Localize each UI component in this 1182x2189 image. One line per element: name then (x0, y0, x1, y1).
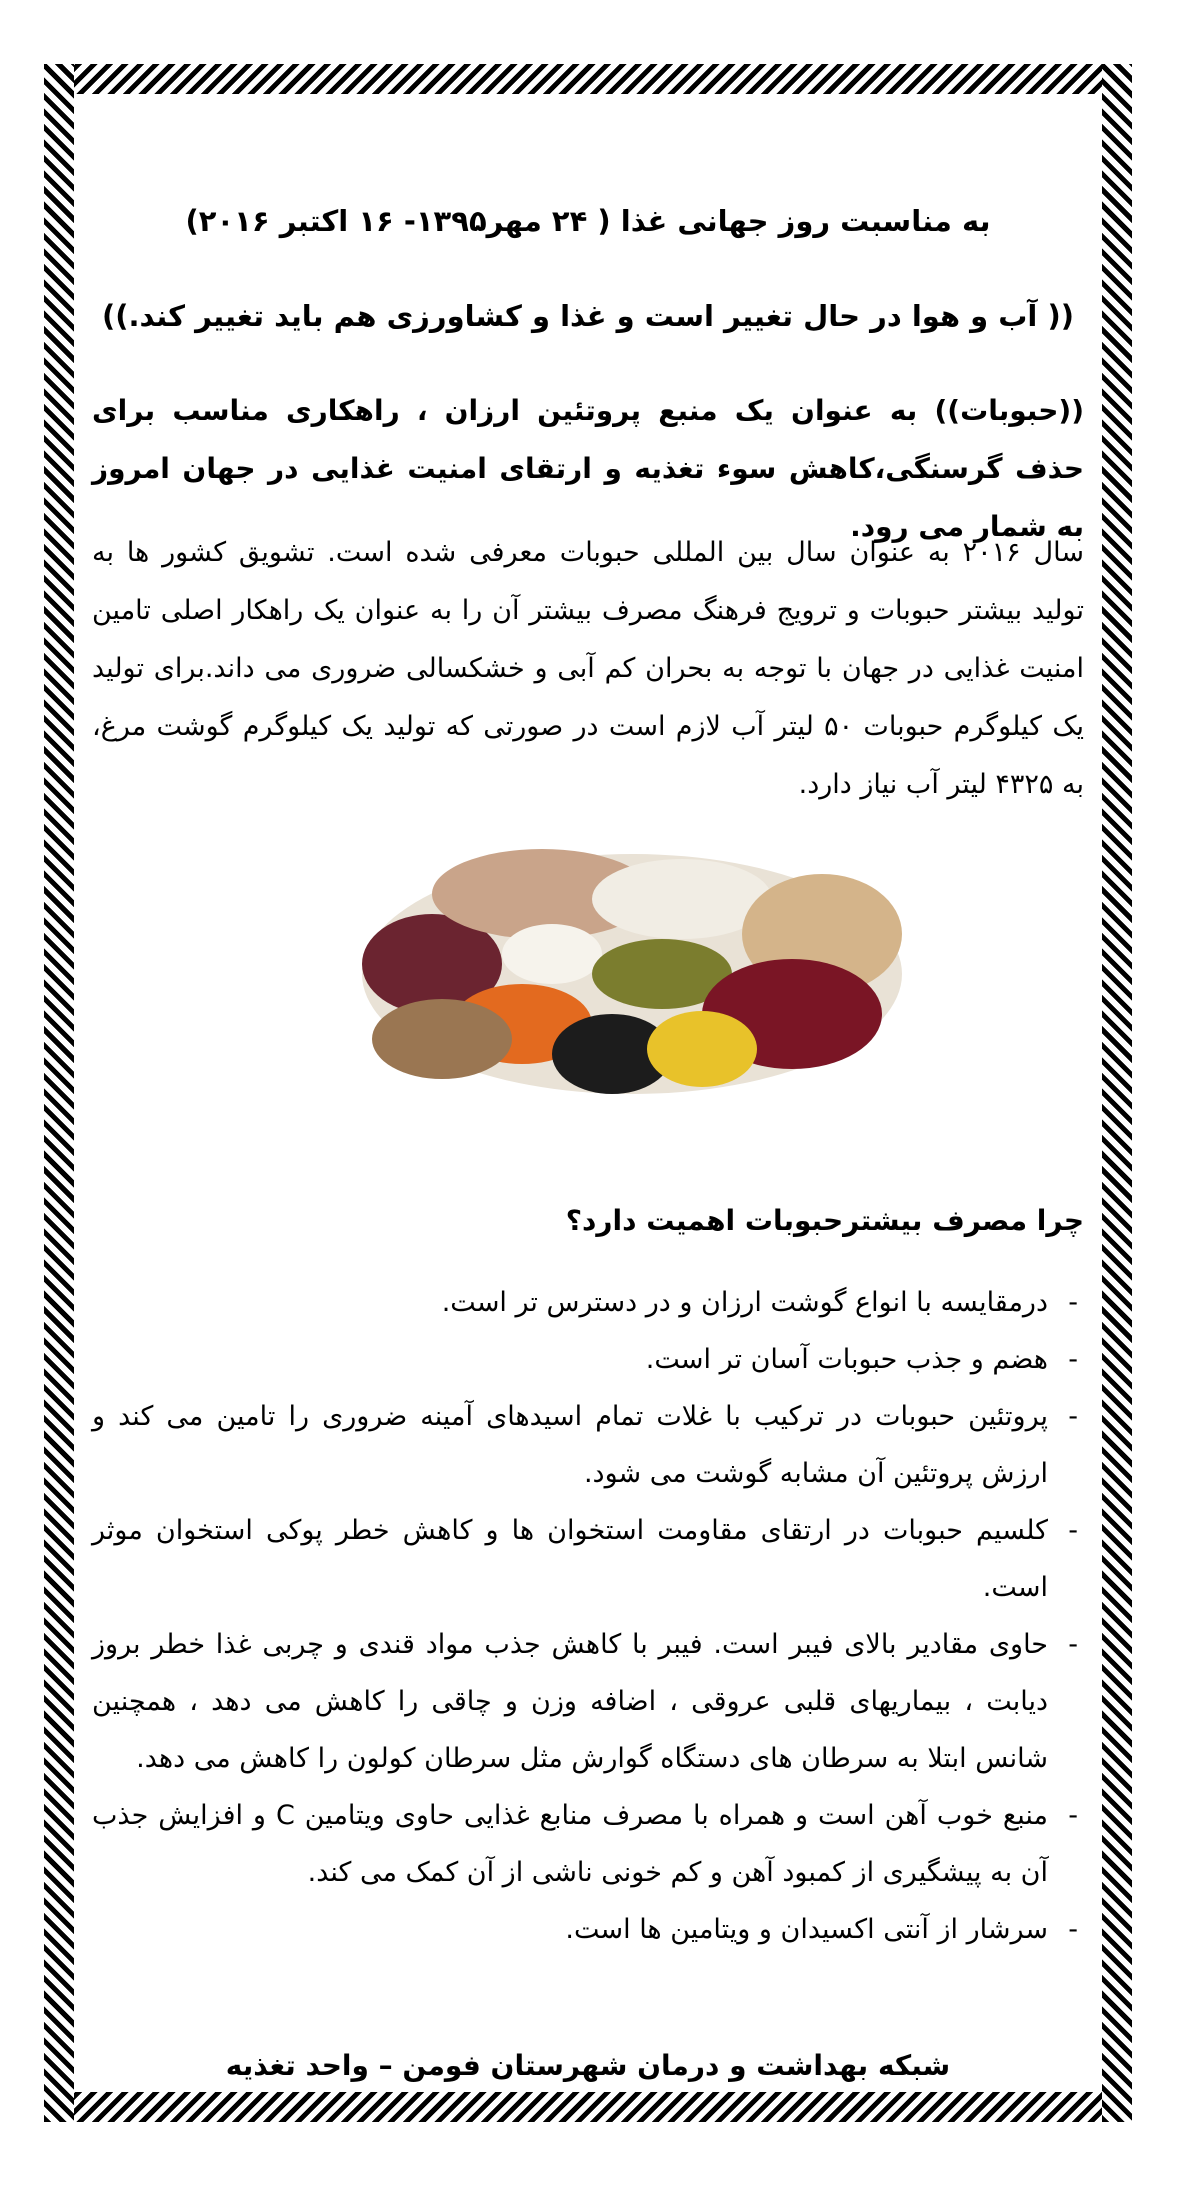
list-item: - درمقایسه با انواع گوشت ارزان و در دسترس تر است. (92, 1274, 1084, 1331)
info-paragraph: سال ۲۰۱۶ به عنوان سال بین المللی حبوبات معرفی شده است. تشویق کشور ها به تولید بیشتر حبوبات و ترویج فرهنگ مصرف بیشتر آن را به عنوان یک راهکار اصلی تامین امنیت غذایی در جهان با توجه به بحران کم آبی و خشکسالی ضروری می داند.برای تولید یک کیلوگرم حبوبات ۵۰ لیتر آب لازم است در صورتی که تولید یک کیلوگرم گوشت مرغ، به ۴۳۲۵ لیتر آب نیاز دارد. (92, 537, 1084, 800)
list-item: - کلسیم حبوبات در ارتقای مقاومت استخوان ها و کاهش خطر پوکی استخوان موثر است. (92, 1502, 1084, 1616)
intro-paragraph: ((حبوبات)) به عنوان یک منبع پروتئین ارزان ، راهکاری مناسب برای حذف گرسنگی،کاهش سوء تغذیه و ارتقای امنیت غذایی در جهان امروز به شمار می رود. (92, 394, 1084, 543)
border-left (44, 64, 74, 2122)
list-item: - حاوی مقادیر بالای فیبر است. فیبر با کاهش جذب مواد قندی و چربی غذا خطر بروز دیابت ، بیماریهای قلبی عروقی ، اضافه وزن و چاقی را کاهش می دهد ، همچنین شانس ابتلا به سرطان های دستگاه گوارش مثل سرطان کولون را کاهش می دهد. (92, 1616, 1084, 1787)
legumes-image (352, 824, 912, 1114)
list-item: - سرشار از آنتی اکسیدان و ویتامین ها است. (92, 1901, 1084, 1958)
benefits-list (92, 1274, 1084, 1958)
decorative-border (44, 64, 1132, 2122)
page-title: به مناسبت روز جهانی غذا ( ۲۴ مهر۱۳۹۵- ۱۶ اکتبر ۲۰۱۶) (185, 204, 991, 238)
border-right (1102, 64, 1132, 2122)
page-subtitle: (( آب و هوا در حال تغییر است و غذا و کشاورزی هم باید تغییر کند.)) (102, 299, 1074, 333)
page-content (92, 124, 1084, 2082)
list-item: - منبع خوب آهن است و همراه با مصرف منابع غذایی حاوی ویتامین C و افزایش جذب آن به پیشگیری از کمبود آهن و کم خونی ناشی از آن کمک می کند. (92, 1787, 1084, 1901)
border-bottom (44, 2092, 1132, 2122)
footer-credit: شبکه بهداشت و درمان شهرستان فومن – واحد تغذیه (225, 2049, 951, 2082)
section-heading: چرا مصرف بیشترحبوبات اهمیت دارد؟ (565, 1204, 1084, 1237)
list-item: - پروتئین حبوبات در ترکیب با غلات تمام اسیدهای آمینه ضروری را تامین می کند و ارزش پروتئین آن مشابه گوشت می شود. (92, 1388, 1084, 1502)
border-top (44, 64, 1132, 94)
list-item: - هضم و جذب حبوبات آسان تر است. (92, 1331, 1084, 1388)
